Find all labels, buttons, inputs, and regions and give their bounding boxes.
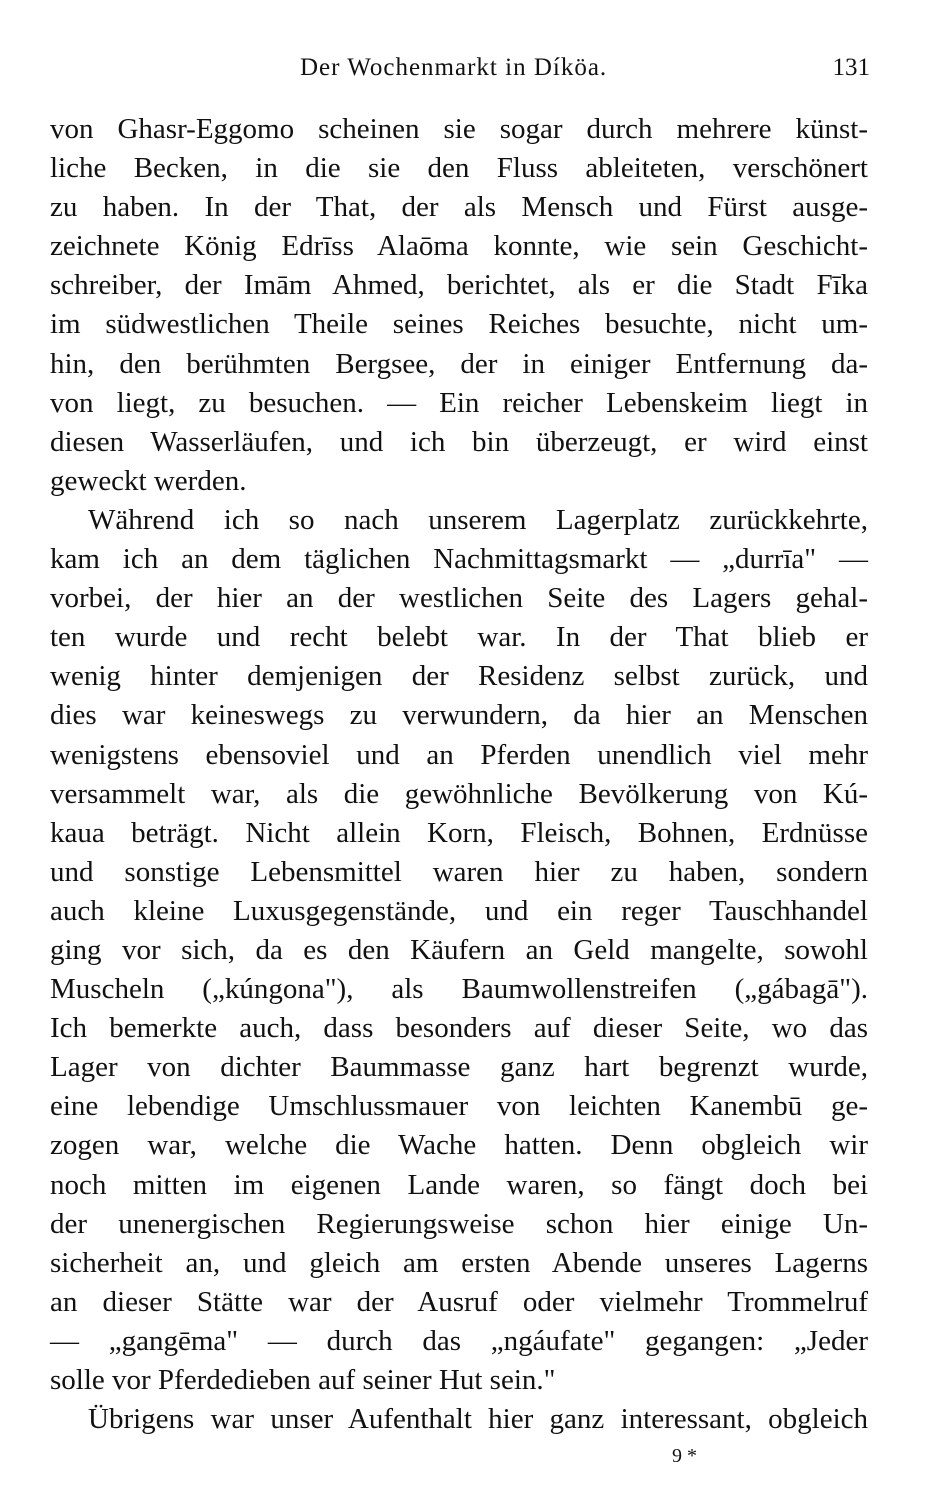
text-line: — „gangēma" — durch das „ngáufate" gegangen: „Jeder [50, 1324, 868, 1357]
text-line: solle vor Pferdedieben auf seiner Hut sein." [50, 1364, 556, 1396]
text-line: von Ghasr-Eggomo scheinen sie sogar durch mehrere künst- [50, 113, 868, 145]
text-line: zu haben. In der That, der als Mensch und Fürst ausge- [50, 191, 868, 224]
text-line: Übrigens war unser Aufenthalt hier ganz interessant, obgleich [88, 1403, 868, 1436]
text-line: hin, den berühmten Bergsee, der in einiger Entfernung da- [50, 347, 868, 380]
text-line: von liegt, zu besuchen. — Ein reicher Lebenskeim liegt in [50, 386, 868, 419]
text-line: diesen Wasserläufen, und ich bin überzeugt, er wird einst [50, 425, 868, 458]
text-line: sicherheit an, und gleich am ersten Abende unseres Lagerns [50, 1246, 868, 1279]
text-line: und sonstige Lebensmittel waren hier zu haben, sondern [50, 855, 868, 888]
page-number: 131 [832, 54, 870, 81]
text-line: der unenergischen Regierungsweise schon hier einige Un- [50, 1207, 868, 1240]
text-line: wenigstens ebensoviel und an Pferden unendlich viel mehr [50, 738, 868, 771]
running-title: Der Wochenmarkt in Díköa. [300, 54, 608, 81]
text-line: an dieser Stätte war der Ausruf oder vielmehr Trommelruf [50, 1285, 868, 1318]
text-line: eine lebendige Umschlussmauer von leichten Kanembū ge- [50, 1090, 868, 1123]
text-line: ten wurde und recht belebt war. In der That blieb er [50, 621, 868, 654]
text-line: versammelt war, als die gewöhnliche Bevölkerung von Kú- [50, 777, 868, 810]
text-line: wenig hinter demjenigen der Residenz selbst zurück, und [50, 660, 868, 693]
text-line: schreiber, der Imām Ahmed, berichtet, als er die Stadt Fīka [50, 269, 868, 302]
paragraph-2 [50, 501, 868, 1400]
text-line: noch mitten im eigenen Lande waren, so fängt doch bei [50, 1168, 868, 1201]
text-line: im südwestlichen Theile seines Reiches besuchte, nicht um- [50, 308, 868, 341]
text-line: ging vor sich, da es den Käufern an Geld mangelte, sowohl [50, 933, 868, 966]
text-line: Lager von dichter Baummasse ganz hart begrenzt wurde, [50, 1051, 868, 1084]
signature-mark: 9 * [672, 1445, 697, 1467]
text-line: dies war keineswegs zu verwundern, da hier an Menschen [50, 699, 868, 732]
text-line: kaua beträgt. Nicht allein Korn, Fleisch, Bohnen, Erdnüsse [50, 816, 868, 849]
text-line: liche Becken, in die sie den Fluss ableiteten, verschönert [50, 152, 868, 185]
text-line: Während ich so nach unserem Lagerplatz zurückkehrte, [88, 503, 868, 536]
text-line: zogen war, welche die Wache hatten. Denn obgleich wir [50, 1129, 868, 1162]
page-header [50, 54, 870, 88]
text-line: kam ich an dem täglichen Nachmittagsmarkt — „durrīa" — [50, 543, 868, 576]
text-line: auch kleine Luxusgegenstände, und ein reger Tauschhandel [50, 894, 868, 927]
body-text [50, 110, 868, 1439]
text-line: Ich bemerkte auch, dass besonders auf dieser Seite, wo das [50, 1012, 868, 1045]
text-line: Muscheln („kúngona"), als Baumwollenstreifen („gábagā"). [50, 973, 868, 1006]
paragraph-3 [50, 1400, 868, 1439]
text-line: geweckt werden. [50, 464, 247, 497]
text-line: zeichnete König Edrīss Alaōma konnte, wie sein Geschicht- [50, 230, 868, 263]
paragraph-1 [50, 110, 868, 501]
text-line: vorbei, der hier an der westlichen Seite des Lagers gehal- [50, 582, 868, 615]
